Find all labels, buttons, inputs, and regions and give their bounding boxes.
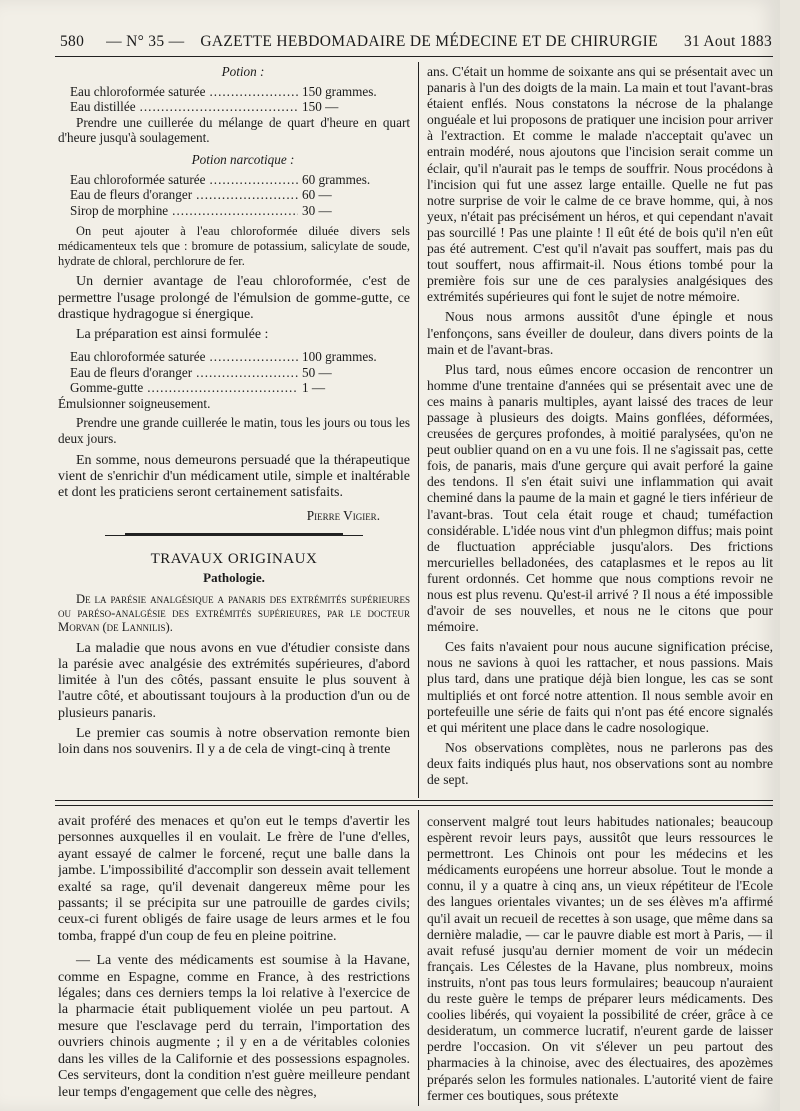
article-paragraph: Nos observations complètes, nous ne parlerons pas des deux faits indiqués plus haut, nos observations sont au nombre de sept.: [427, 739, 773, 788]
article-paragraph: [427, 792, 773, 794]
article-heading: De la parésie analgésique a panaris des extrémités supérieures ou paréso-analgésie des extrémités supérieures, par le docteur Morvan (de Lannilis).: [58, 591, 410, 635]
conclusion-paragraph: En somme, nous demeurons persuadé que la thérapeutique vient de s'enrichir d'un médicament utile, simple et inaltérable et dont les praticiens seront certainement satisfaits.: [58, 452, 410, 501]
dose-instruction: Prendre une grande cuillerée le matin, tous les jours ou tous les deux jours.: [58, 415, 410, 446]
lower-right-column: [427, 814, 773, 1106]
upper-right-column: [427, 64, 773, 794]
lower-left-column: [58, 814, 410, 1106]
formula-line: Eau chloroformée saturée ..... 100 grammes.: [58, 349, 410, 365]
emulsion-instruction: Émulsionner soigneusement.: [58, 395, 211, 411]
news-paragraph: — La vente des médicaments est soumise à la Havane, comme en Espagne, comme en France, à des restrictions légales; dans ces derniers temps la loi relative à l'exercice de la pharmacie était publiquement violée un peu partout. A mesure que l'esclavage perd du terrain, l'importation des ouvriers chinois augmente ; il y en a de véritables colonies dans les villes de la Californie et des possessions espagnoles. Ces serviteurs, dont la condition n'est guère meilleure pendant leur temps d'engagement que celle des nègres,: [58, 953, 410, 1100]
news-paragraph: conservent malgré tout leurs habitudes nationales; beaucoup espèrent revoir leurs pays, aussitôt que leurs ressources le permettront. Les Chinois ont pour les médecins et les médicaments européens une horreur absolue. Tout le monde a connu, il y a quatre à cinq ans, un vieux répétiteur de l'Ecole des langues orientales vivantes; un de ses élèves m'a affirmé qu'il avait un recueil de recettes à son usage, que même dans sa dernière maladie, — car le pauvre diable est mort à Paris, — il avait refusé jusqu'au dernier moment de voir un médecin français. Les Célestes de la Havane, plus nombreux, moins instruits, n'ont pas tous leurs formulaires; beaucoup n'auraient du reste guère le temps de préparer leurs médicaments. Des coolies libérés, qui voyaient la possibilité de créer, grâce à ce desideratum, un commerce lucratif, n'eurent garde de laisser perdre l'occasion. On vit s'élever un peu partout des pharmacies à la chinoise, avec des électuaires, des apozèmes préparés selon les formules nationales. L'autorité vient de faire fermer ces boutiques, sous prétexte: [427, 814, 773, 1103]
column-divider-bottom: [418, 810, 419, 1106]
article-paragraph: Plus tard, nous eûmes encore occasion de rencontrer un homme d'une trentaine d'années qui se présentait avec une de ces mains à panaris multiples, ayant laissé des traces de leur passage à plusieurs des doigts. Mains gonflées, déformées, creusées de gerçures profondes, à moitié paralysées, qu'on ne peut oublier quand on en a vu une fois. Il ne s'agissait pas, cette fois, de panaris, mais d'une gerçure qui avait perforé la gaine des tendons. Il s'en était suivi une inflammation qui avait cheminé dans la paume de la main et gagné le tiers inférieur de l'avant-bras. Tout cela était rouge et chaud; tuméfaction considérable. L'idée nous vint d'un phlegmon diffus; mais point de fluctuation appréciable jusqu'alors. Des frictions mercurielles belladonées, des cataplasmes et le repos au lit furent ordonnés. Cet homme que nous comptions revoir ne nous est plus revenu. Qu'est-il arrivé ? Il nous a été impossible d'avoir de ses nouvelles, et nous ne le citons que pour mémoire.: [427, 361, 773, 635]
formula-line: Gomme-gutte ..... 1 —: [58, 380, 410, 396]
issue-number: — N° 35 —: [106, 33, 185, 50]
potion-formula: [58, 84, 410, 115]
section-subtitle: Pathologie.: [203, 569, 265, 585]
page-number: 580: [60, 33, 85, 50]
author-signature: Pierre Vigier.: [306, 507, 380, 523]
formula-line: Eau de fleurs d'oranger ..... 50 —: [58, 365, 410, 381]
formula-line: Eau distillée ..... 150 —: [58, 99, 410, 115]
advantage-paragraph: Un dernier avantage de l'eau chloroformée, c'est de permettre l'usage prolongé de l'émulsion de gomme-gutte, ce drastique hydragogue si énergique.: [58, 274, 410, 322]
article-paragraph: Ces faits n'avaient pour nous aucune signification précise, nous ne savions à quoi les rattacher, et nous passions. Mais plus tard, dans une pratique déjà bien longue, les cas se sont multipliés et ont forcé notre attention. Il nous semble avoir en portefeuille une série de faits qui n'ont pas été encore signalés et qui méritent une place dans le cadre nosologique.: [427, 639, 773, 735]
formula-line: Eau chloroformée saturée ..... 150 grammes.: [58, 84, 410, 100]
upper-left-column: [58, 64, 410, 794]
potion-instruction: Prendre une cuillerée du mélange de quart d'heure en quart d'heure jusqu'à soulagement.: [58, 114, 410, 146]
issue-date: 31 Aout 1883: [684, 33, 772, 50]
column-divider-top: [418, 62, 419, 798]
formula-line: Eau chloroformée saturée ..... 60 grammes.: [58, 172, 410, 188]
potion-title: Potion :: [221, 64, 265, 79]
article-paragraph: ans. C'était un homme de soixante ans qui se présentait avec un panaris à l'un des doigts de la main. La main et tout l'avant-bras étaient enflés. Nous constatons la nécrose de la phalange onguéale et lui proposons de pratiquer une incision pour arriver à l'extraction. Et comme le malade n'acceptait qu'avec un entrain modéré, nous ajoutons que l'incision serait comme un éclair, qu'il n'aurait pas le temps de souffrir. Nous procédons à l'incision qui fut une assez large entaille. Quelle ne fut pas notre surprise de voir le calme de ce brave homme, qui, à nos yeux, n'était pas précisément un héros, et qui cependant n'avait pas sourcillé ! Pas une plainte ! Il eût été de bois qu'il n'en eût pas été autrement. C'est qu'il n'avait pas souffert, mais pas du tout souffert, nous affirmait-il. Nous étions tombé pour la première fois sur une de ces paralysies analgésiques des extrémités supérieures qui font le sujet de notre mémoire.: [427, 64, 773, 305]
section-separator: [125, 533, 343, 536]
article-paragraph: Le premier cas soumis à notre observation remonte bien loin dans nos souvenirs. Il y a de cela de vingt-cinq à trente: [58, 725, 410, 757]
narcotic-title: Potion narcotique :: [191, 151, 295, 167]
preparation-formula: [58, 349, 410, 396]
narcotic-note: On peut ajouter à l'eau chloroformée diluée divers sels médicamenteux tels que : bromure de potassium, salicylate de soude, hydrate de chloral, perchlorure de fer.: [58, 224, 410, 268]
journal-title: GAZETTE HEBDOMADAIRE DE MÉDECINE ET DE CHIRURGIE: [200, 33, 658, 50]
preparation-paragraph: La préparation est ainsi formulée :: [76, 327, 269, 343]
page-header: [60, 30, 772, 54]
formula-line: Eau de fleurs d'oranger ..... 60 —: [58, 187, 410, 203]
section-title: TRAVAUX ORIGINAUX: [150, 551, 318, 568]
news-paragraph: avait proféré des menaces et qu'on eut le temps d'avertir les personnes auxquelles il en voulait. Le frère de l'une d'elles, ayant essayé de calmer le forcené, reçut une balle dans la jambe. L'impossibilité d'accomplir son dessein avait tellement exalté sa rage, qu'il devenait dangereux même pour les passants; il se précipita sur une patrouille de gardes civils; ceux-ci furent obligés de faire usage de leurs armes et le fou tomba, frappé d'un coup de feu en pleine poitrine.: [58, 814, 410, 944]
article-paragraph: Nous nous armons aussitôt d'une épingle et nous l'enfonçons, sans éveiller de douleur, dans divers points de la main et de l'avant-bras.: [427, 309, 773, 357]
narcotic-formula: [58, 172, 410, 219]
formula-line: Sirop de morphine ..... 30 —: [58, 203, 410, 219]
header-rule: [55, 56, 773, 57]
section-double-rule: [55, 800, 773, 806]
article-paragraph: La maladie que nous avons en vue d'étudier consiste dans la parésie avec analgésie des extrémités supérieures, d'abord limitée à l'un des côtés, passant ensuite le plus souvent à l'autre côté, et aboutissant toujours à la production d'un ou de plusieurs panaris.: [58, 640, 410, 721]
